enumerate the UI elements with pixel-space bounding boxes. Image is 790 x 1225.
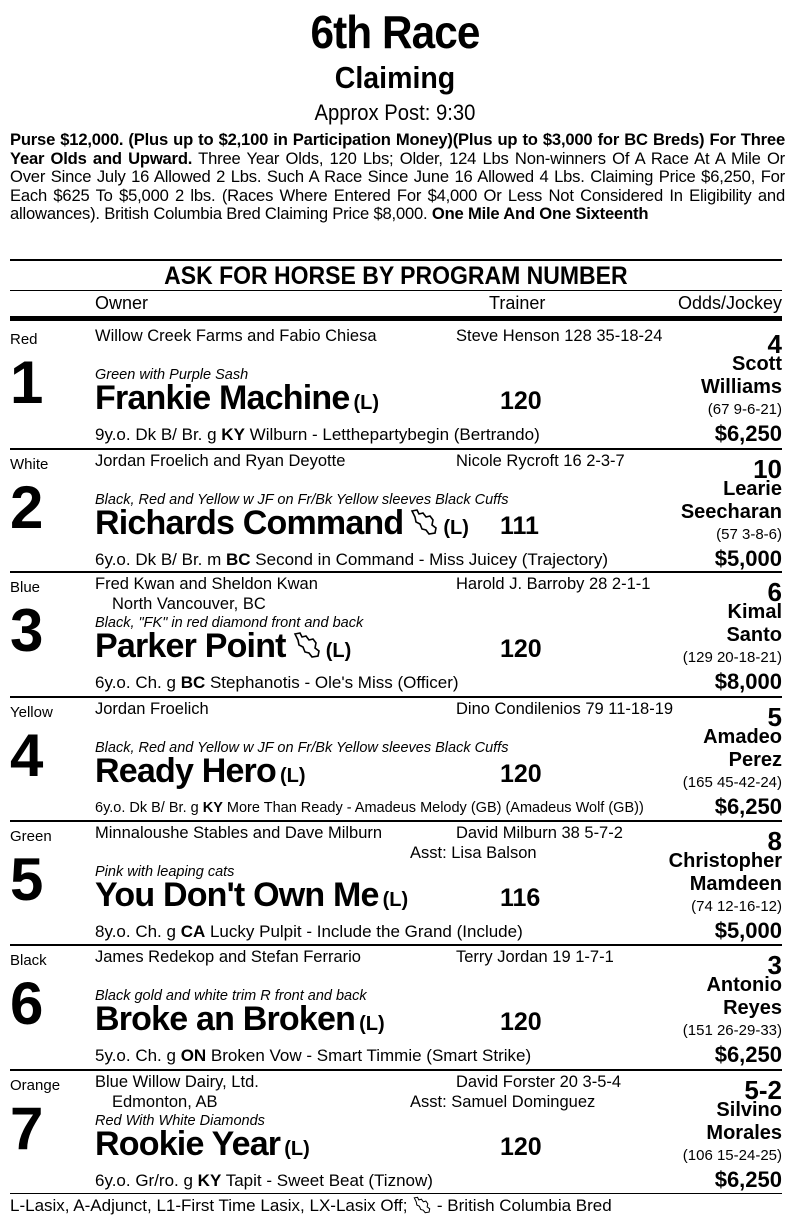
- horse: [95, 1125, 310, 1164]
- trainer-name: Steve Henson 128 35-18-24: [456, 327, 663, 345]
- trainer-name: Nicole Rycroft 16 2-3-7: [456, 452, 625, 470]
- jockey-name: [701, 353, 782, 399]
- column-trainer: Trainer: [489, 293, 546, 313]
- silks-description: Black, Red and Yellow w JF on Fr/Bk Yellow sleeves Black Cuffs: [95, 740, 509, 756]
- horse-name: Frankie Machine: [95, 379, 350, 417]
- ask-banner: [10, 259, 782, 291]
- silks-description: Black, Red and Yellow w JF on Fr/Bk Yellow sleeves Black Cuffs: [95, 492, 509, 508]
- horse-name: Broke an Broken: [95, 1000, 356, 1038]
- jockey-last-name: Perez: [728, 749, 782, 771]
- saddle-cloth-color: Blue: [10, 579, 41, 596]
- trainer-name: Terry Jordan 19 1-7-1: [456, 948, 614, 966]
- breeding-state: ON: [180, 1046, 207, 1065]
- jockey-stats: (74 12-16-12): [691, 898, 782, 915]
- silks-description: Red With White Diamonds: [95, 1113, 265, 1129]
- jockey-stats: (151 26-29-33): [682, 1022, 782, 1039]
- saddle-cloth-color: White: [10, 456, 49, 473]
- medication: (L): [382, 889, 409, 911]
- trainer-name: David Forster 20 3-5-4: [456, 1073, 622, 1091]
- weight: 120: [500, 387, 542, 415]
- program-number: 4: [10, 722, 44, 789]
- conditions-distance: One Mile And One Sixteenth: [427, 204, 649, 224]
- jockey-first-name: Christopher: [668, 850, 782, 872]
- horse: [95, 627, 351, 666]
- jockey-first-name: Scott: [732, 353, 782, 375]
- footer-bc-legend: - British Columbia Bred: [436, 1196, 612, 1215]
- saddle-cloth-color: Yellow: [10, 704, 53, 721]
- saddle-cloth-color: Green: [10, 828, 52, 845]
- weight: 120: [500, 760, 542, 788]
- jockey-last-name: Mamdeen: [689, 873, 782, 895]
- medication: (L): [353, 392, 379, 414]
- jockey-first-name: Antonio: [706, 974, 782, 996]
- jockey-stats: (106 15-24-25): [682, 1147, 782, 1164]
- assistant-trainer: Asst: Samuel Dominguez: [410, 1093, 596, 1111]
- pedigree: More Than Ready - Amadeus Melody (GB) (Amadeus Wolf (GB)): [222, 800, 644, 816]
- breeding-state: BC: [180, 673, 206, 692]
- weight: 120: [500, 1133, 542, 1161]
- age-sex-color: 8y.o. Ch. g: [95, 922, 181, 941]
- claiming-price: $6,250: [714, 1042, 782, 1067]
- entry-separator: [10, 696, 782, 698]
- morning-line-odds: 8: [767, 826, 782, 856]
- medication: (L): [443, 517, 469, 539]
- jockey-first-name: Amadeo: [703, 726, 782, 748]
- morning-line-odds: 3: [767, 950, 782, 980]
- jockey-first-name: Learie: [723, 478, 782, 500]
- horse: [95, 1000, 385, 1039]
- silks-description: Green with Purple Sash: [95, 367, 249, 383]
- owner-name: Jordan Froelich and Ryan Deyotte: [95, 452, 346, 470]
- conditions-purse: Purse $12,000. (Plus up to $2,100 in Participation Money)(Plus up to $3,000 for BC Breds) For Three Year Olds and Upward.: [10, 130, 785, 168]
- claiming-price: $6,250: [714, 1167, 782, 1192]
- breeding: [95, 425, 540, 445]
- program-number: 1: [10, 349, 44, 416]
- jockey-last-name: Santo: [726, 624, 782, 646]
- age-sex-color: 5y.o. Ch. g: [95, 1046, 181, 1065]
- entry-separator: [10, 820, 782, 822]
- conditions-body: Three Year Olds, 120 Lbs; Older, 124 Lbs Non-winners Of A Race At A Mile Or Over Since July 16 Allowed 2 Lbs. Such A Race Since June 16 Allowed 4 Lbs. Claiming Price $6,250, For Each $625 To $5,000 2 lbs. (Races Where Entered For $4,000 Or Less Not Considered In Eligibility and allowances). British Columbia Bred Claiming Price $8,000.: [10, 148, 785, 224]
- race-type: Claiming: [334, 60, 456, 95]
- trainer-name: Dino Condilenios 79 11-18-19: [456, 700, 674, 718]
- race-title: 6th Race: [310, 6, 480, 58]
- claiming-price: $6,250: [714, 794, 782, 819]
- race-conditions: [10, 131, 785, 224]
- horse-name: Parker Point: [95, 627, 286, 665]
- bc-bred-icon: [409, 508, 439, 536]
- weight: 116: [500, 884, 541, 912]
- program-number: 5: [10, 846, 44, 913]
- owner-location: Edmonton, AB: [112, 1093, 218, 1111]
- morning-line-odds: 4: [767, 329, 782, 359]
- pedigree: Wilburn - Letthepartybegin (Bertrando): [244, 425, 540, 444]
- horse-name: Rookie Year: [95, 1125, 281, 1163]
- claiming-price: $8,000: [714, 669, 782, 694]
- claiming-price: $5,000: [714, 918, 782, 943]
- owner-name: Blue Willow Dairy, Ltd.: [95, 1073, 259, 1091]
- program-number: 2: [10, 474, 44, 541]
- medication: (L): [325, 640, 352, 662]
- weight: 120: [500, 635, 542, 663]
- breeding: [95, 673, 459, 693]
- jockey-first-name: Kimal: [727, 601, 782, 623]
- breeding: [95, 800, 644, 816]
- trainer-name: Harold J. Barroby 28 2-1-1: [456, 575, 651, 593]
- pedigree: Second in Command - Miss Juicey (Trajectory): [250, 550, 608, 569]
- morning-line-odds: 6: [767, 577, 782, 607]
- column-odds-jockey: Odds/Jockey: [677, 293, 782, 313]
- medication: (L): [279, 765, 306, 787]
- entry-separator: [10, 571, 782, 573]
- jockey-name: [681, 478, 782, 524]
- pedigree: Broken Vow - Smart Timmie (Smart Strike): [206, 1046, 532, 1065]
- header-rule: [10, 316, 782, 321]
- horse: [95, 379, 379, 418]
- owner-location: North Vancouver, BC: [112, 595, 266, 613]
- saddle-cloth-color: Orange: [10, 1077, 61, 1094]
- jockey-name: [706, 974, 782, 1020]
- age-sex-color: 6y.o. Gr/ro. g: [95, 1171, 198, 1190]
- breeding-state: BC: [226, 550, 251, 569]
- jockey-name: [703, 726, 782, 772]
- jockey-stats: (57 3-8-6): [716, 526, 782, 543]
- footer-legend: [10, 1193, 782, 1216]
- weight: 111: [500, 512, 539, 540]
- age-sex-color: 9y.o. Dk B/ Br. g: [95, 425, 222, 444]
- horse-name: Ready Hero: [95, 752, 276, 790]
- pedigree: Tapit - Sweet Beat (Tiznow): [221, 1171, 433, 1190]
- jockey-stats: (165 45-42-24): [682, 774, 782, 791]
- age-sex-color: 6y.o. Ch. g: [95, 673, 181, 692]
- jockey-stats: (129 20-18-21): [682, 649, 782, 666]
- ask-banner-text: ASK FOR HORSE BY PROGRAM NUMBER: [164, 262, 628, 290]
- program-number: 7: [10, 1095, 44, 1162]
- horse: [95, 752, 306, 791]
- morning-line-odds: 10: [753, 454, 782, 484]
- weight: 120: [500, 1008, 542, 1036]
- saddle-cloth-color: Red: [10, 331, 38, 348]
- silks-description: Pink with leaping cats: [95, 864, 235, 880]
- breeding: [95, 1046, 531, 1066]
- jockey-last-name: Seecharan: [680, 501, 782, 523]
- entry-separator: [10, 448, 782, 450]
- program-number: 3: [10, 597, 44, 664]
- horse: [95, 876, 408, 915]
- column-owner: Owner: [95, 293, 149, 313]
- entry-separator: [10, 1069, 782, 1071]
- post-time: Approx Post: 9:30: [314, 100, 476, 125]
- claiming-price: $5,000: [714, 546, 782, 571]
- jockey-last-name: Morales: [706, 1122, 782, 1144]
- breeding: [95, 550, 608, 570]
- age-sex-color: 6y.o. Dk B/ Br. g: [95, 800, 203, 816]
- silks-description: Black gold and white trim R front and back: [95, 988, 367, 1004]
- silks-description: Black, "FK" in red diamond front and back: [95, 615, 364, 631]
- age-sex-color: 6y.o. Dk B/ Br. m: [95, 550, 226, 569]
- breeding: [95, 1171, 433, 1191]
- program-number: 6: [10, 970, 44, 1037]
- horse-name: You Don't Own Me: [95, 876, 379, 914]
- owner-name: Jordan Froelich: [95, 700, 209, 718]
- jockey-name: [706, 1099, 782, 1145]
- bc-bred-icon: [292, 631, 322, 659]
- breeding-state: CA: [180, 922, 206, 941]
- horse: [95, 504, 469, 543]
- entry-separator: [10, 944, 782, 946]
- owner-name: Minnaloushe Stables and Dave Milburn: [95, 824, 383, 842]
- breeding: [95, 922, 523, 942]
- medication: (L): [284, 1138, 310, 1160]
- owner-name: Fred Kwan and Sheldon Kwan: [95, 575, 318, 593]
- breeding-state: KY: [221, 425, 245, 444]
- medication: (L): [359, 1013, 385, 1035]
- jockey-stats: (67 9-6-21): [707, 401, 782, 418]
- claiming-price: $6,250: [714, 421, 782, 446]
- jockey-name: [669, 850, 782, 896]
- breeding-state: KY: [197, 1171, 222, 1190]
- jockey-name: [726, 601, 782, 647]
- assistant-trainer: Asst: Lisa Balson: [410, 844, 537, 862]
- breeding-state: KY: [202, 800, 223, 816]
- jockey-last-name: Williams: [701, 376, 782, 398]
- trainer-name: David Milburn 38 5-7-2: [456, 824, 623, 842]
- pedigree: Lucky Pulpit - Include the Grand (Include): [205, 922, 523, 941]
- saddle-cloth-color: Black: [10, 952, 47, 969]
- bc-province-icon: [412, 1196, 432, 1214]
- footer-medication-legend: L-Lasix, A-Adjunct, L1-First Time Lasix, LX-Lasix Off;: [10, 1196, 408, 1215]
- morning-line-odds: 5: [767, 702, 782, 732]
- jockey-first-name: Silvino: [716, 1099, 782, 1121]
- pedigree: Stephanotis - Ole's Miss (Officer): [205, 673, 459, 692]
- owner-name: Willow Creek Farms and Fabio Chiesa: [95, 327, 377, 345]
- morning-line-odds: 5-2: [744, 1075, 782, 1105]
- horse-name: Richards Command: [95, 504, 404, 542]
- owner-name: James Redekop and Stefan Ferrario: [95, 948, 361, 966]
- jockey-last-name: Reyes: [723, 997, 782, 1019]
